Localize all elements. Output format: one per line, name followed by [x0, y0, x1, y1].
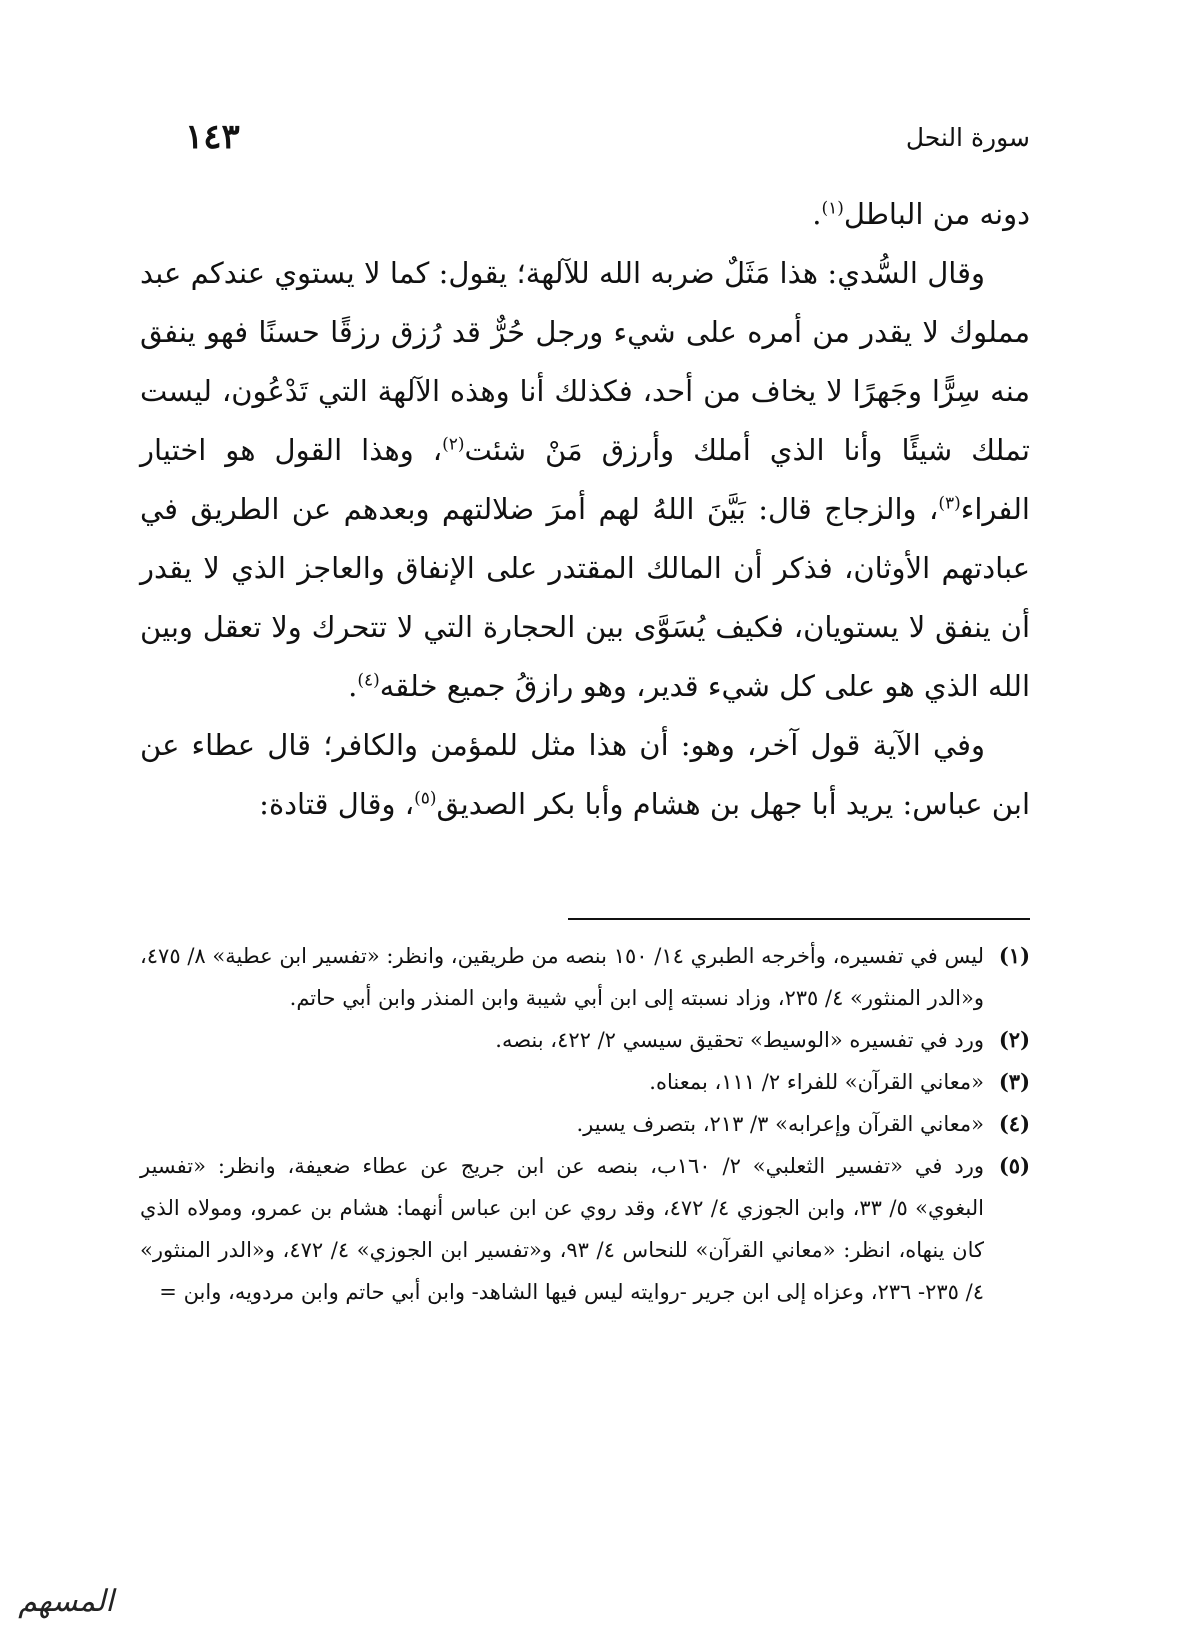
footnote	[140, 1145, 1030, 1313]
footnote-ref: (٤)	[357, 670, 380, 691]
footnote-ref: (٥)	[414, 788, 437, 809]
footnote	[140, 1103, 1030, 1145]
footnote-text: «معاني القرآن» للفراء ٢/ ١١١، بمعناه.	[649, 1070, 984, 1094]
footnote-text: ليس في تفسيره، وأخرجه الطبري ١٤/ ١٥٠ بنصه من طريقين، وانظر: «تفسير ابن عطية» ٨/ ٤٧٥، و«الدر المنثور» ٤/ ٢٣٥، وزاد نسبته إلى ابن أبي شيبة وابن المنذر وابن أبي حاتم.	[140, 944, 984, 1010]
footnote-ref: (١)	[821, 198, 844, 219]
page-number: ١٤٣	[185, 117, 240, 157]
footnote-ref: (٢)	[442, 434, 465, 455]
main-text	[140, 185, 1030, 834]
watermark-text: المسهم	[18, 1583, 114, 1619]
running-head	[185, 112, 1030, 162]
paragraph-3	[140, 716, 1030, 834]
footnote	[140, 1019, 1030, 1061]
footnote-text: ورد في تفسيره «الوسيط» تحقيق سيسي ٢/ ٤٢٢، بنصه.	[495, 1028, 984, 1052]
footnotes	[140, 935, 1030, 1313]
footnote	[140, 1061, 1030, 1103]
footnote-number: (٤)	[998, 1111, 1030, 1136]
footnote-number: (٥)	[998, 1153, 1030, 1178]
footnote-number: (٣)	[998, 1069, 1030, 1094]
footnote-ref: (٣)	[938, 493, 961, 514]
paragraph-text: ، وهذا القول هو اختيار الفراء	[140, 433, 1030, 526]
paragraph-text: وفي الآية قول آخر، وهو: أن هذا مثل للمؤمن والكافر؛ قال عطاء عن ابن عباس: يريد أبا جهل بن هشام وأبا بكر الصديق	[140, 728, 1030, 821]
footnote-number: (٢)	[998, 1027, 1030, 1052]
paragraph-text: دونه من الباطل	[843, 197, 1030, 231]
footnote-text: ورد في «تفسير الثعلبي» ٢/ ١٦٠ب، بنصه عن ابن جريج عن عطاء ضعيفة، وانظر: «تفسير البغوي» ٥/ ٣٣، وابن الجوزي ٤/ ٤٧٢، وقد روي عن ابن عباس أنهما: هشام بن عمرو، ومولاه الذي كان ينهاه، انظر: «معاني القرآن» للنحاس ٤/ ٩٣، و«تفسير ابن الجوزي» ٤/ ٤٧٢، و«الدر المنثور» ٤/ ٢٣٥- ٢٣٦، وعزاه إلى ابن جرير -روايته ليس فيها الشاهد- وابن أبي حاتم وابن مردويه، وابن =	[140, 1154, 984, 1304]
paragraph-text: ، والزجاج قال: بَيَّنَ اللهُ لهم أمرَ ضلالتهم وبعدهم عن الطريق في عبادتهم الأوثان، فذكر أن المالك المقتدر على الإنفاق والعاجز الذي لا يقدر أن ينفق لا يستويان، فكيف يُسَوَّى بين الحجارة التي لا تتحرك ولا تعقل وبين الله الذي هو على كل شيء قدير، وهو رازقُ جميع خلقه	[140, 492, 1030, 703]
paragraph-text: وقال السُّدي: هذا مَثَلٌ ضربه الله للآلهة؛ يقول: كما لا يستوي عندكم عبد مملوك لا يقدر من أمره على شيء ورجل حُرٌّ قد رُزق رزقًا حسنًا فهو ينفق منه سِرًّا وجَهرًا لا يخاف من أحد، فكذلك أنا وهذه الآلهة التي تَدْعُون، ليست تملك شيئًا وأنا الذي أملك وأرزق مَنْ شئت	[140, 256, 1030, 467]
surah-title: سورة النحل	[905, 122, 1030, 152]
footnote	[140, 935, 1030, 1019]
footnote-separator	[568, 918, 1030, 920]
paragraph-1	[140, 185, 1030, 244]
paragraph-end: .	[812, 197, 822, 231]
watermark-logo	[20, 1568, 112, 1634]
paragraph-end: .	[348, 669, 358, 703]
footnote-number: (١)	[998, 943, 1030, 968]
footnote-text: «معاني القرآن وإعرابه» ٣/ ٢١٣، بتصرف يسير.	[576, 1112, 984, 1136]
paragraph-end: ، وقال قتادة:	[259, 787, 415, 821]
paragraph-2	[140, 244, 1030, 716]
